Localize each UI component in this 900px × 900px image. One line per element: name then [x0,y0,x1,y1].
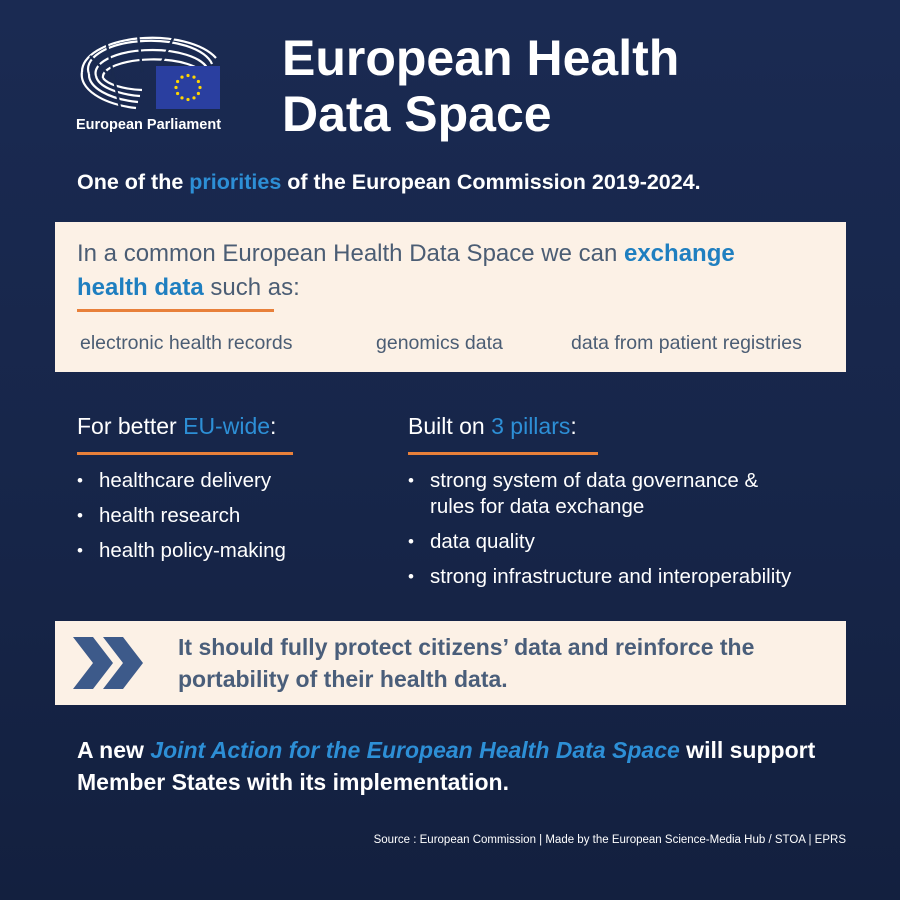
pillars-heading [408,413,577,440]
eu-star [197,80,200,83]
example-item: genomics data [376,332,503,354]
protection-box [55,621,846,705]
benefits-list [77,468,377,573]
eu-star [174,86,177,89]
list-item: • data quality [408,529,848,555]
eu-star [186,98,189,101]
source-credit: Source : European Commission | Made by the European Science-Media Hub / STOA | EPRS [373,834,846,846]
list-item: • health research [77,503,377,529]
joint-action-statement [77,734,837,798]
pillars-heading-post: : [570,413,577,439]
subtitle-highlight: priorities [189,170,282,194]
eu-star [176,80,179,83]
eu-star [192,96,195,99]
pillars-list [408,468,848,599]
orange-divider [408,452,598,455]
eu-flag [156,66,220,109]
eu-star [180,76,183,79]
subtitle-pre: One of the [77,170,190,194]
logo-label: European Parliament [76,117,222,133]
orange-divider [77,452,293,455]
exchange-data-box [55,222,846,372]
protection-text: It should fully protect citizens’ data and reinforce the portability of their health data. [178,634,755,692]
list-item: • strong infrastructure and interoperability [408,564,848,590]
list-item: • health policy-making [77,538,377,564]
title-line-2: Data Space [282,86,552,142]
exchange-lead [77,237,807,305]
european-parliament-logo [76,32,226,137]
example-item: electronic health records [80,332,293,354]
benefits-heading-highlight: EU-wide [183,413,271,439]
pillars-heading-highlight: 3 pillars [491,413,571,439]
exchange-lead-pre: In a common European Health Data Space we can [77,240,624,267]
list-item: • strong system of data governance & rules for data exchange [408,468,848,520]
title-line-1: European Health [282,30,680,86]
pillars-heading-pre: Built on [408,413,492,439]
eu-star [198,86,201,89]
eu-star [192,76,195,79]
cta-post: will support Member States with its implementation. [77,737,816,795]
double-chevron-right-icon [73,637,145,689]
eu-star [197,92,200,95]
parliament-hemicycle-icon [76,32,226,114]
cta-pre: A new [77,737,151,763]
list-item: • healthcare delivery [77,468,377,494]
eu-star [180,96,183,99]
eu-star [186,74,189,77]
benefits-heading [77,413,276,440]
exchange-lead-post: such as: [203,274,300,301]
subtitle [77,170,701,195]
example-item: data from patient registries [571,332,802,354]
benefits-heading-pre: For better [77,413,184,439]
cta-highlight: Joint Action for the European Health Data Space [150,737,680,763]
subtitle-post: of the European Commission 2019-2024. [281,170,701,194]
eu-star [176,92,179,95]
page-title [282,30,679,142]
benefits-heading-post: : [270,413,277,439]
exchange-lead-bold: exchange health data [77,240,735,301]
orange-divider [77,309,274,312]
